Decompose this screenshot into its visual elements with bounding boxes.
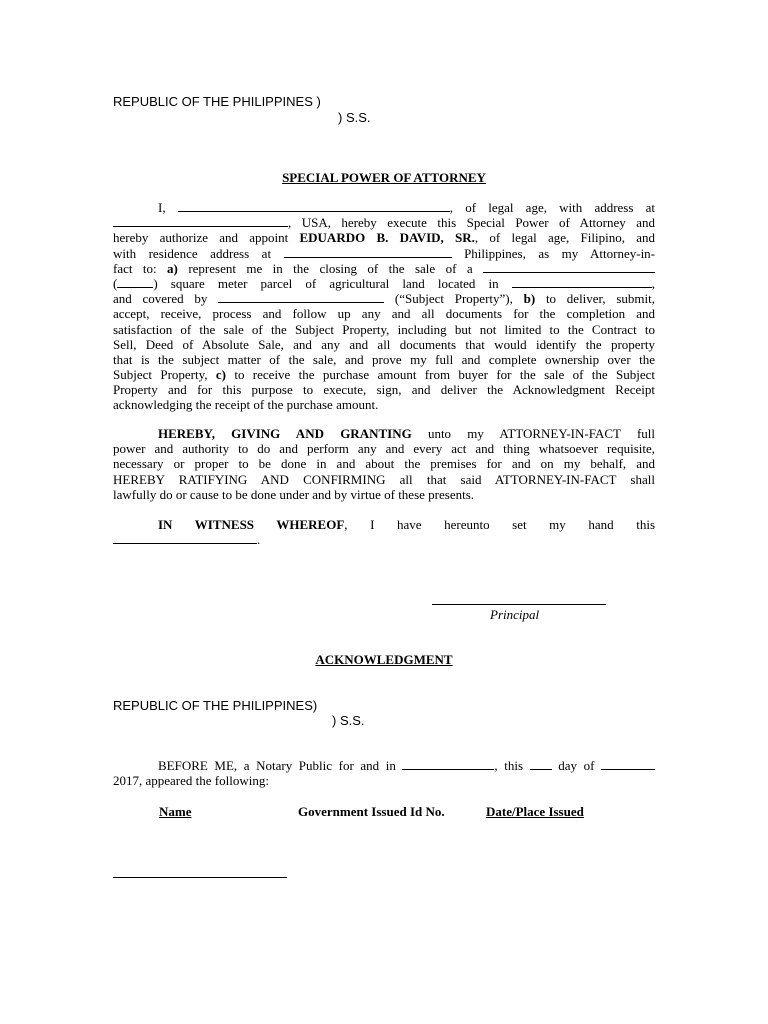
p3-line-1 (113, 517, 655, 532)
day-blank (530, 758, 552, 770)
text: , of legal age, with address at (449, 200, 655, 215)
principal-name-blank (178, 200, 450, 212)
clause-marker: c) (215, 367, 226, 383)
header-ss: ) S.S. (338, 110, 371, 125)
column-header-id: Government Issued Id No. (298, 804, 445, 819)
text: IN WITNESS WHEREOF (158, 517, 345, 532)
p1-line-7 (113, 291, 655, 306)
text: ( (113, 275, 118, 291)
p1-line-10: Sell, Deed of Absolute Sale, and any and all documents that would identify the property (113, 336, 655, 352)
text: , of legal age, Filipino, and (474, 230, 655, 246)
p1-line-11: that is the subject matter of the sale, and prove my full and complete ownership over the (113, 351, 655, 367)
text: I, (158, 200, 166, 215)
clause-marker: a) (167, 260, 178, 276)
p2-line-5: lawfully do or cause to be done under and by virtue of these presents. (113, 486, 475, 502)
p1-line-6 (113, 276, 655, 291)
p1-line-2 (113, 215, 655, 230)
p1-line-12 (113, 367, 655, 382)
text: unto my ATTORNEY-IN-FACT full (427, 426, 656, 441)
p3-line-2 (113, 532, 655, 547)
text: Philippines, as my Attorney-in- (464, 245, 656, 261)
principal-address-blank (113, 215, 288, 227)
text: ) square meter parcel of agricultural land located in (153, 275, 499, 291)
text: to deliver, submit, (545, 291, 656, 307)
p2-line-2: power and authority to do and perform any and every act and thing whatsoever requisite, (113, 441, 655, 457)
principal-signature-line (432, 604, 606, 605)
p2-line-4: HEREBY RATIFYING AND CONFIRMING all that said ATTORNEY-IN-FACT shall (113, 471, 655, 487)
text: Subject Property, (113, 367, 208, 383)
acknowledgment-title: ACKNOWLEDGMENT (315, 652, 453, 667)
p1-line-8: accept, receive, process and follow up any and all documents for the completion and (113, 306, 655, 322)
paragraph-before-me (113, 758, 655, 788)
text: represent me in the closing of the sale of a (188, 260, 473, 276)
p1-line-1 (113, 200, 655, 215)
p1-line-13: Property and for this purpose to execute, sign, and deliver the Acknowledgment Receipt (113, 382, 655, 398)
text: to receive the purchase amount from buyer for the sale of the Subject (234, 367, 656, 383)
date-blank (113, 532, 257, 544)
p1-line-9: satisfaction of the sale of the Subject Property, including but not limited to the Contract to (113, 321, 655, 337)
column-header-date-place: Date/Place Issued (486, 804, 584, 819)
title-number-blank (218, 291, 384, 303)
p1-line-5 (113, 261, 655, 276)
header-republic: REPUBLIC OF THE PHILIPPINES ) (113, 94, 321, 109)
month-blank (601, 758, 655, 770)
text: fact to: (113, 260, 157, 276)
text: (“Subject Property”), (394, 291, 513, 307)
ack-line-2: 2017, appeared the following: (113, 773, 269, 789)
text: . (257, 532, 261, 548)
name-entry-line (113, 877, 287, 878)
p2-line-1 (113, 426, 655, 441)
location-blank (512, 276, 652, 288)
principal-label: Principal (490, 607, 540, 622)
text: BEFORE ME, a Notary Public for and in (158, 758, 396, 773)
clause-marker: b) (523, 291, 536, 307)
text: , I have hereunto set my hand this (344, 517, 655, 532)
text: HEREBY, GIVING AND GRANTING (158, 426, 412, 441)
text: with residence address at (113, 245, 272, 261)
text: , USA, hereby execute this Special Power of Attorney and (288, 215, 655, 231)
ack-ss: ) S.S. (332, 713, 365, 728)
p1-line-14: acknowledging the receipt of the purchase amount. (113, 397, 379, 413)
ack-line-1 (113, 758, 655, 773)
p1-line-3 (113, 230, 655, 245)
paragraph-granting (113, 426, 655, 502)
column-header-name: Name (159, 804, 192, 819)
square-meter-blank (117, 276, 153, 288)
p2-line-3: necessary or proper to be done in and about the premises for and on my behalf, and (113, 456, 655, 472)
property-size-blank (483, 261, 655, 273)
text: , (651, 275, 656, 291)
attorney-name: EDUARDO B. DAVID, SR. (299, 230, 475, 246)
paragraph-witness (113, 517, 655, 547)
notary-place-blank (402, 758, 494, 770)
text: , this (494, 758, 524, 773)
paragraph-appointment (113, 200, 655, 413)
ack-republic: REPUBLIC OF THE PHILIPPINES) (113, 698, 318, 713)
text: day of (558, 758, 595, 773)
document-title: SPECIAL POWER OF ATTORNEY (282, 170, 486, 185)
attorney-address-blank (284, 246, 452, 258)
p1-line-4 (113, 246, 655, 261)
text: hereby authorize and appoint (113, 230, 289, 246)
text: and covered by (113, 291, 208, 307)
